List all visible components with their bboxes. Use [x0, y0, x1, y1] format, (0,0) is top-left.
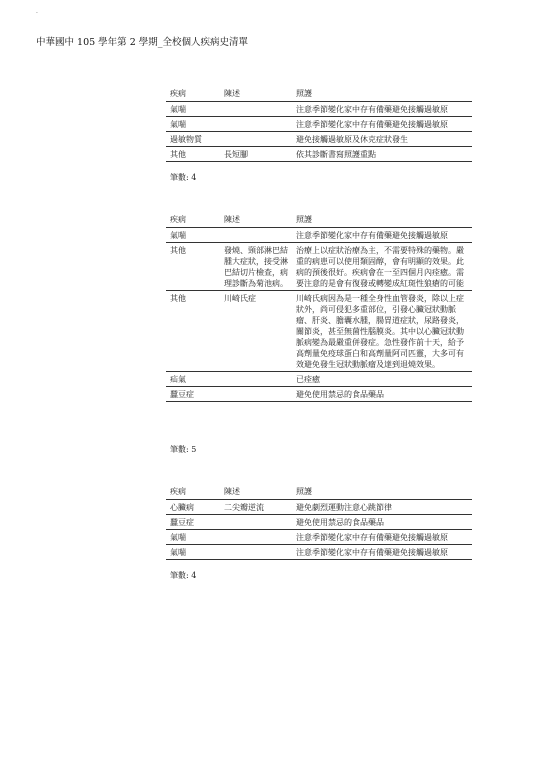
- record-count: 筆數: 5: [170, 445, 197, 454]
- table-row: [166, 228, 472, 243]
- disease-cell: 氣喘: [170, 231, 186, 240]
- header-care: 照護: [296, 215, 312, 224]
- disease-cell: 氣喘: [170, 533, 186, 542]
- narrative-cell: [220, 515, 292, 530]
- care-cell: 注意季節變化家中存有備藥避免接觸過敏原: [296, 120, 448, 129]
- table-row: [166, 372, 472, 387]
- narrative-cell: 發燒、頸部淋巴結腫大症狀，接受淋巴結切片檢查，病理診斷為菊池病。: [224, 246, 288, 288]
- disease-table-3: [166, 484, 472, 560]
- disease-table-2: [166, 212, 472, 402]
- header-narrative: 陳述: [224, 487, 240, 496]
- table-row: [166, 500, 472, 515]
- table-row: [166, 387, 472, 402]
- narrative-cell: 長短腳: [224, 150, 248, 159]
- care-cell: 川崎氏病因為是一種全身性血管發炎，除以上症狀外，尚可侵犯多重部位，引發心臟冠狀動脈瘤、肝炎、膽囊水腫，腸胃道症狀，尿路發炎，關節炎，甚至無菌性腦膜炎。其中以心臟冠狀動脈病變為最嚴重併發症。急性發作前十天，給予高劑量免疫球蛋白和高劑量阿司匹靈，大多可有效避免發生冠狀動脈瘤及達到退燒效果。: [296, 294, 464, 369]
- header-narrative: 陳述: [224, 89, 240, 98]
- table-row: [166, 132, 472, 147]
- table-row: [166, 515, 472, 530]
- disease-cell: 蠶豆症: [170, 518, 194, 527]
- narrative-cell: [220, 530, 292, 545]
- table-row: [166, 545, 472, 560]
- disease-cell: 其他: [170, 294, 186, 303]
- header-care: 照護: [296, 89, 312, 98]
- narrative-cell: 二尖瓣逆流: [224, 503, 264, 512]
- table-header-row: [166, 484, 472, 500]
- disease-cell: 心臟病: [170, 503, 194, 512]
- table-header-row: [166, 86, 472, 102]
- table-row: [166, 102, 472, 117]
- care-cell: 避免劇烈運動注意心跳節律: [296, 503, 392, 512]
- narrative-cell: [220, 545, 292, 560]
- disease-cell: 其他: [170, 150, 186, 159]
- disease-cell: 氣喘: [170, 105, 186, 114]
- disease-cell: 氣喘: [170, 120, 186, 129]
- narrative-cell: 川崎氏症: [224, 294, 256, 303]
- header-care: 照護: [296, 487, 312, 496]
- narrative-cell: [220, 228, 292, 243]
- header-disease: 疾病: [170, 487, 186, 496]
- narrative-cell: [220, 387, 292, 402]
- narrative-cell: [220, 117, 292, 132]
- care-cell: 注意季節變化家中存有備藥避免接觸過敏原: [296, 105, 448, 114]
- record-count: 筆數: 4: [170, 571, 197, 580]
- table-header-row: [166, 212, 472, 228]
- care-cell: 注意季節變化家中存有備藥避免接觸過敏原: [296, 231, 448, 240]
- disease-cell: 氣喘: [170, 548, 186, 557]
- table-row: [166, 117, 472, 132]
- header-disease: 疾病: [170, 89, 186, 98]
- care-cell: 依其診斷書寫照護重點: [296, 150, 376, 159]
- care-cell: 注意季節變化家中存有備藥避免接觸過敏原: [296, 548, 448, 557]
- care-cell: 避免使用禁忌的食品藥品: [296, 390, 384, 399]
- narrative-cell: [220, 132, 292, 147]
- table-row: [166, 291, 472, 372]
- table-row: [166, 243, 472, 291]
- disease-cell: 疝氣: [170, 375, 186, 384]
- disease-cell: 其他: [170, 246, 186, 255]
- narrative-cell: [220, 372, 292, 387]
- header-disease: 疾病: [170, 215, 186, 224]
- narrative-cell: [220, 102, 292, 117]
- care-cell: 已痊癒: [296, 375, 320, 384]
- disease-cell: 過敏物質: [170, 135, 202, 144]
- table-row: [166, 147, 472, 162]
- page-mark: .: [36, 8, 38, 15]
- care-cell: 注意季節變化家中存有備藥避免接觸過敏原: [296, 533, 448, 542]
- table-row: [166, 530, 472, 545]
- care-cell: 治療上以症狀治療為主，不需要特殊的藥物。嚴重的病患可以使用類固醇，會有明顯的效果。此病的預後很好。疾病會在一至四個月內痊癒。需要注意的是會有復發或轉變成紅斑性狼瘡的可能: [296, 246, 464, 288]
- disease-cell: 蠶豆症: [170, 390, 194, 399]
- header-narrative: 陳述: [224, 215, 240, 224]
- care-cell: 避免使用禁忌的食品藥品: [296, 518, 384, 527]
- disease-table-1: [166, 86, 472, 162]
- document-title: 中華國中 105 學年第 2 學期_全校個人疾病史清單: [36, 37, 249, 48]
- record-count: 筆數: 4: [170, 173, 197, 182]
- care-cell: 避免接觸過敏原及休克症狀發生: [296, 135, 408, 144]
